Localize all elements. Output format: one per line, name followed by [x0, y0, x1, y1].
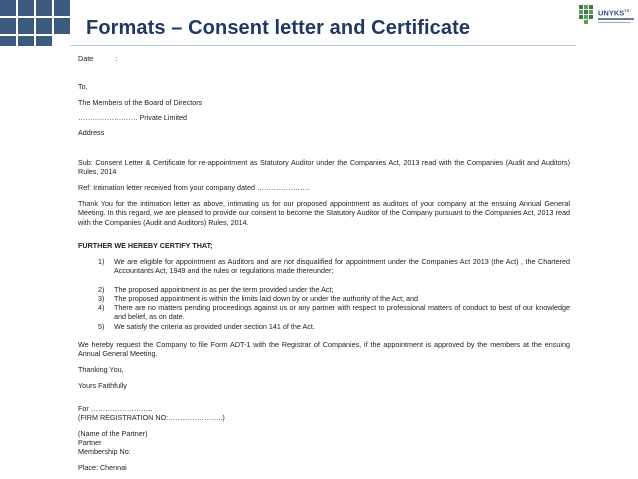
- closing-line: Yours Faithfully: [78, 381, 127, 390]
- for-firm-line: For ……………………..: [78, 404, 153, 413]
- logo-wordmark: [598, 8, 629, 18]
- request-paragraph: We hereby request the Company to file Form ADT-1 with the Registrar of Companies, if the appointment is approved by the members at the ensuing Annual General Meeting.: [78, 340, 570, 359]
- square-6: [18, 18, 34, 34]
- certify-item-num: 2): [98, 285, 105, 294]
- certify-item-text: The proposed appointment is within the limits laid down by or under the authority of the Act; and: [114, 294, 419, 303]
- logo-tagline-bar: [598, 18, 634, 20]
- place: Place: Chennai: [78, 463, 127, 472]
- partner-title: Partner: [78, 438, 102, 447]
- firm-registration: (FIRM REGISTRATION NO:…………………..): [78, 413, 225, 422]
- body-paragraph: Thank You for the intimation letter as above, intimating us for our proposed appointment as auditors of your company at the ensuing Annual General Meeting. In this regard, we are pleased to provide our consent to become the Statutory Auditor of the Company pursuant to the Companies Act, 2013 read with the Companies (Audit and Auditors) Rules, 2014.: [78, 199, 570, 227]
- subject: Sub: Consent Letter & Certificate for re-appointment as Statutory Auditor under the Companies Act, 2013 read with the Companies (Audit and Auditors) Rules, 2014: [78, 158, 570, 177]
- membership-no: Membership No:: [78, 447, 131, 456]
- logo-mark: TS: [624, 8, 630, 13]
- square-9: [0, 36, 16, 46]
- square-1: [0, 0, 16, 16]
- title-underline: [70, 45, 576, 46]
- certify-item-text: We are eligible for appointment as Auditors and are not disqualified for appointment under the Companies Act 2013 (the Act) , the Chartered Accountants Act, 1949 and the rules or regulations made thereunder;: [114, 257, 570, 276]
- partner-name: (Name of the Partner): [78, 429, 148, 438]
- date-label: Date: [78, 54, 94, 63]
- certify-item-num: 1): [98, 257, 105, 266]
- square-3: [36, 0, 52, 16]
- address: Address: [78, 128, 105, 137]
- page-title: Formats – Consent letter and Certificate: [86, 17, 471, 39]
- to-line: To,: [78, 82, 88, 91]
- slide-header: [0, 0, 638, 48]
- square-8: [54, 18, 70, 34]
- certify-item-num: 5): [98, 322, 105, 331]
- certify-item-text: There are no matters pending proceedings against us or any partner with respect to professional matters of conduct to best of our knowledge and belief, as on date.: [114, 303, 570, 322]
- certify-item-num: 3): [98, 294, 105, 303]
- logo-text: UNYKS: [598, 8, 625, 18]
- certify-heading: FURTHER WE HEREBY CERTIFY THAT;: [78, 241, 213, 250]
- square-2: [18, 0, 34, 16]
- certify-item-text: We satisfy the criteria as provided under section 141 of the Act.: [114, 322, 315, 331]
- date-colon: :: [115, 54, 118, 63]
- square-7: [36, 18, 52, 34]
- thanks-line: Thanking You,: [78, 365, 124, 374]
- square-10: [18, 36, 34, 46]
- company-name: ……………………. Private Limited: [78, 113, 188, 122]
- date-line: [78, 54, 117, 63]
- certify-item-text: The proposed appointment is as per the term provided under the Act;: [114, 285, 334, 294]
- addressee: The Members of the Board of Directors: [78, 98, 203, 107]
- logo-tagline-bar-2: [598, 22, 630, 23]
- square-4: [54, 0, 70, 16]
- square-11: [36, 36, 52, 46]
- square-5: [0, 18, 16, 34]
- reference: Ref: Intimation letter received from your company dated ………………….: [78, 183, 310, 192]
- certify-item-num: 4): [98, 303, 105, 312]
